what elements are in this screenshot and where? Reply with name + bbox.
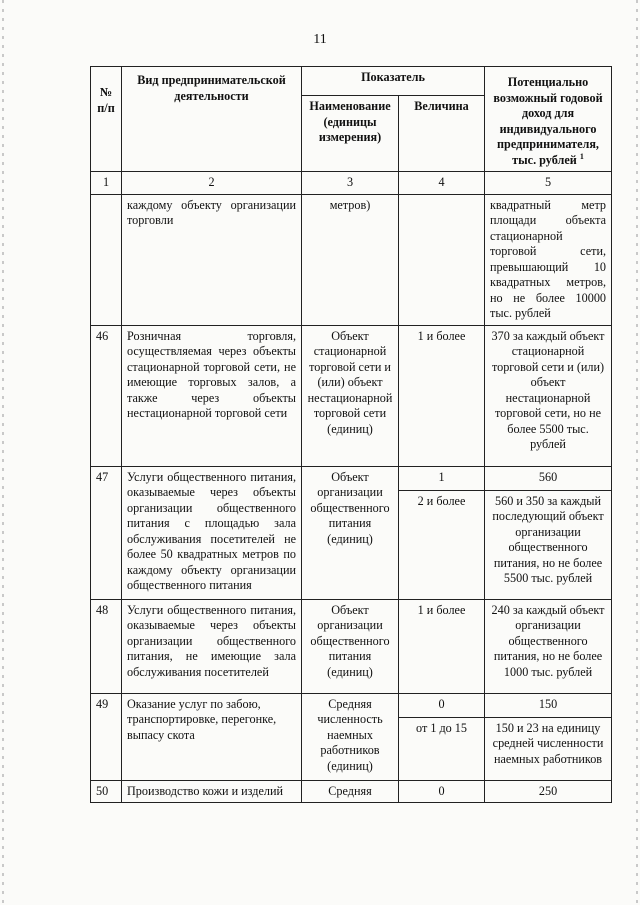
row-value: 0 <box>399 780 485 803</box>
header-name: Наименование (единицы измерения) <box>302 96 399 172</box>
row-num: 48 <box>91 599 122 693</box>
column-number: 4 <box>399 172 485 195</box>
row-income: 150 и 23 на единицу средней численности наемных работников <box>485 717 612 780</box>
row-value: 1 <box>399 466 485 490</box>
footnote-marker: 1 <box>579 151 584 161</box>
column-number: 2 <box>122 172 302 195</box>
table-row-49 <box>91 693 612 717</box>
header-activity: Вид предпринимательской деятельности <box>122 67 302 172</box>
row-income: квадратный метр площади объекта стационарной торговой сети, превышающий 10 квадратных метров, но не более 10000 тыс. рублей <box>485 194 612 325</box>
scan-edge-right <box>636 0 638 905</box>
header-value: Величина <box>399 96 485 172</box>
table-row-continuation <box>91 194 612 325</box>
row-num: 49 <box>91 693 122 780</box>
row-value <box>399 194 485 325</box>
scan-edge-left <box>2 0 4 905</box>
row-activity: Услуги общественного питания, оказываемые через объекты организации общественного питания с площадью зала обслуживания посетителей не более 50 квадратных метров по каждому объекту организации общественного питания <box>122 466 302 599</box>
column-number: 1 <box>91 172 122 195</box>
column-number: 3 <box>302 172 399 195</box>
column-number: 5 <box>485 172 612 195</box>
row-unit-name: Объект организации общественного питания (единиц) <box>302 466 399 599</box>
header-income-text: Потенциально возможный годовой доход для индивидуального предпринимателя, тыс. рублей <box>493 75 603 167</box>
column-number-row <box>91 172 612 195</box>
row-activity: Услуги общественного питания, оказываемые через объекты организации общественного питания, не имеющие зала обслуживания посетителей <box>122 599 302 693</box>
row-income: 560 и 350 за каждый последующий объект организации общественного питания, но не более 5500 тыс. рублей <box>485 490 612 599</box>
row-unit-name: Объект организации общественного питания (единиц) <box>302 599 399 693</box>
table-row-48 <box>91 599 612 693</box>
row-activity: Оказание услуг по забою, транспортировке, перегонке, выпасу скота <box>122 693 302 780</box>
header-num: № п/п <box>91 67 122 172</box>
row-activity: Производство кожи и изделий <box>122 780 302 803</box>
table-row-47 <box>91 466 612 490</box>
row-num: 46 <box>91 325 122 466</box>
header-indicator: Показатель <box>302 67 485 96</box>
row-value: 0 <box>399 693 485 717</box>
table-header-row <box>91 67 612 96</box>
row-unit-name: Объект стационарной торговой сети и (или) объект нестационарной торговой сети (единиц) <box>302 325 399 466</box>
row-value: 1 и более <box>399 599 485 693</box>
row-income: 250 <box>485 780 612 803</box>
row-income: 560 <box>485 466 612 490</box>
row-activity: каждому объекту организации торговли <box>122 194 302 325</box>
income-table <box>90 66 612 803</box>
row-unit-name: Средняя численность наемных работников (единиц) <box>302 693 399 780</box>
row-unit-name: Средняя <box>302 780 399 803</box>
table-row-46 <box>91 325 612 466</box>
row-income: 370 за каждый объект стационарной торговой сети и (или) объект нестационарной торговой сети, но не более 5500 тыс. рублей <box>485 325 612 466</box>
header-income <box>485 67 612 172</box>
row-value: 1 и более <box>399 325 485 466</box>
row-income: 150 <box>485 693 612 717</box>
row-num: 50 <box>91 780 122 803</box>
row-income: 240 за каждый объект организации общественного питания, но не более 1000 тыс. рублей <box>485 599 612 693</box>
row-activity: Розничная торговля, осуществляемая через объекты стационарной торговой сети, не имеющие торговых залов, а также через объекты нестационарной торговой сети <box>122 325 302 466</box>
row-value: от 1 до 15 <box>399 717 485 780</box>
row-value: 2 и более <box>399 490 485 599</box>
row-num: 47 <box>91 466 122 599</box>
page-number: 11 <box>313 32 327 47</box>
table-row-50 <box>91 780 612 803</box>
row-num <box>91 194 122 325</box>
row-unit-name: метров) <box>302 194 399 325</box>
